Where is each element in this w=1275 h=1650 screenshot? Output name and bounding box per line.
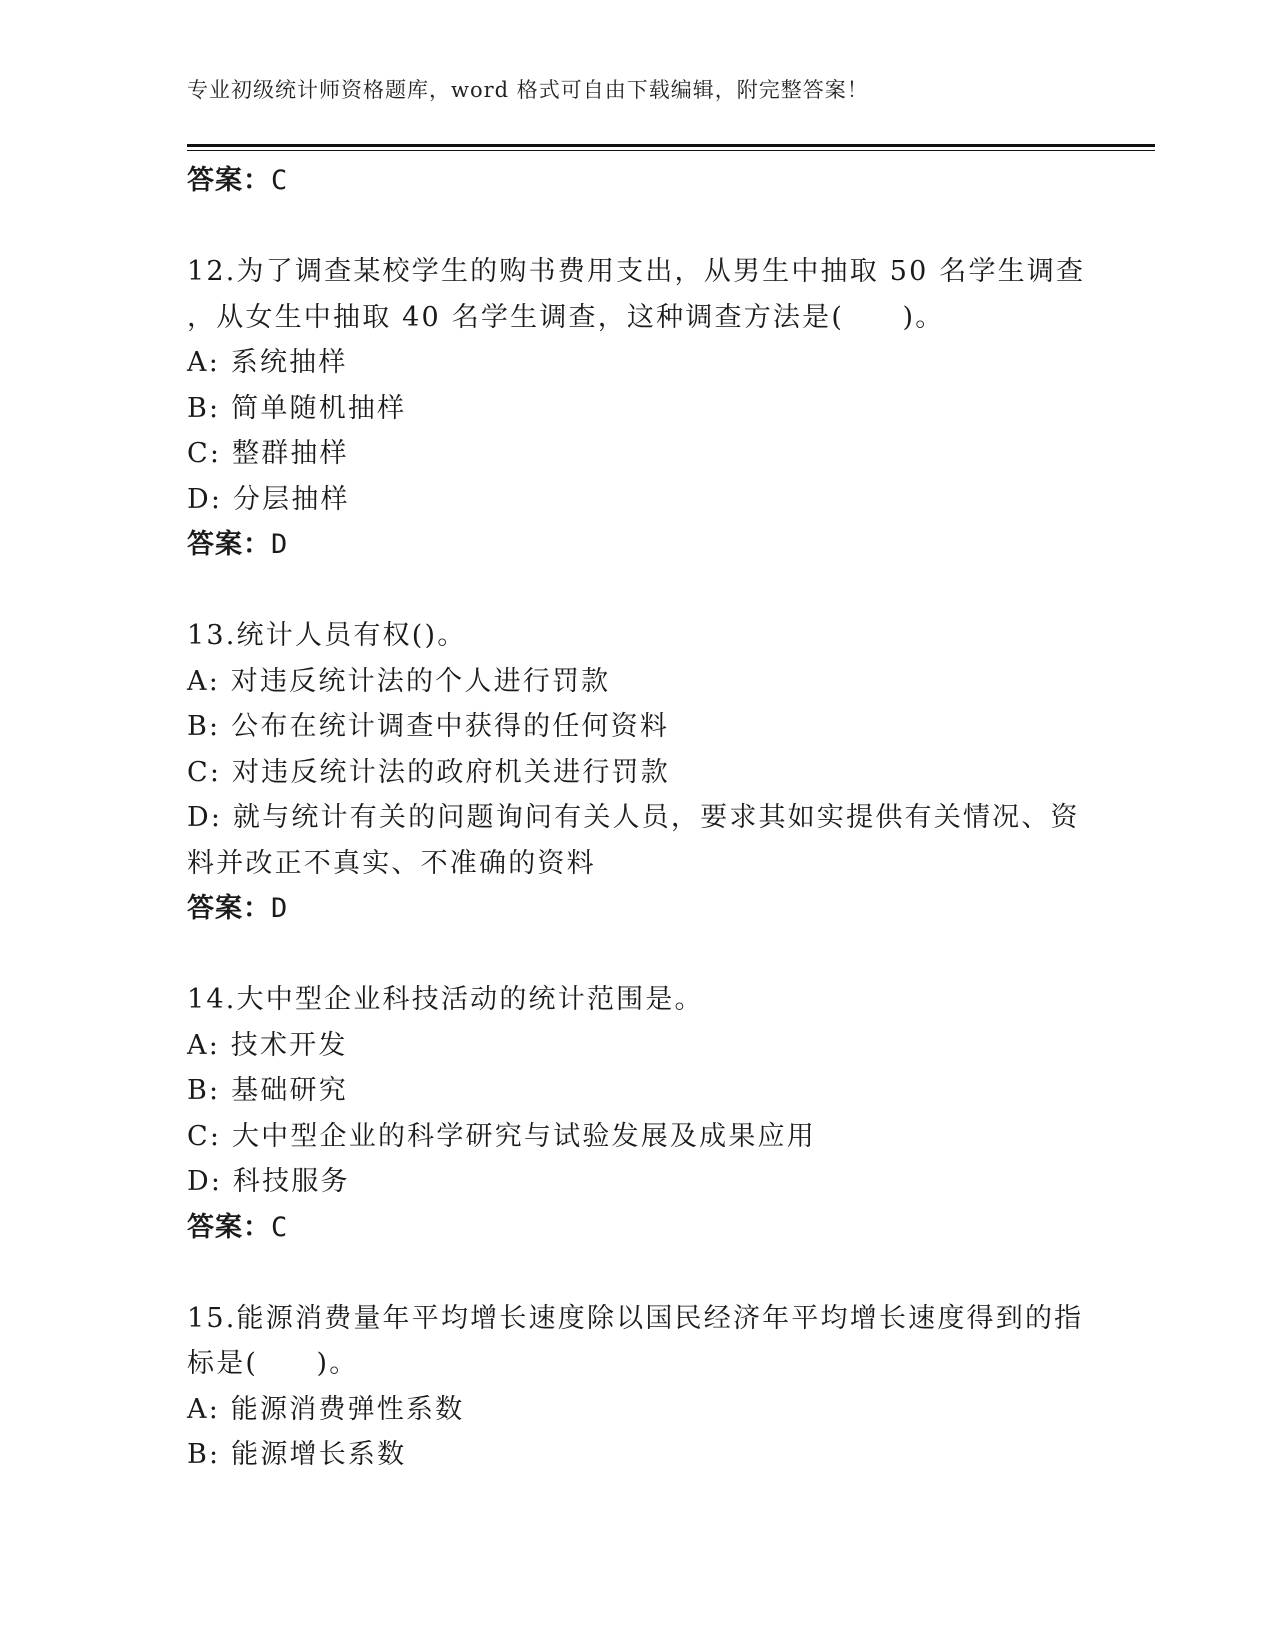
question-stem: ，从女生中抽取 40 名学生调查，这种调查方法是( )。 bbox=[187, 301, 945, 333]
question-list bbox=[187, 158, 1087, 1478]
question-14 bbox=[187, 977, 1087, 1250]
option-d: D: 分层抽样 bbox=[187, 483, 350, 515]
answer-label: 答案： bbox=[187, 893, 271, 924]
answer-line bbox=[187, 522, 1087, 568]
option-a: A: 能源消费弹性系数 bbox=[187, 1393, 465, 1425]
question-15 bbox=[187, 1296, 1087, 1478]
answer-line bbox=[187, 1205, 1087, 1251]
option-d-continued: 料并改正不真实、不准确的资料 bbox=[187, 847, 596, 879]
answer-value: D bbox=[271, 893, 289, 924]
option-b: B: 基础研究 bbox=[187, 1075, 348, 1106]
header-rule-thin bbox=[187, 150, 1155, 151]
question-stem: 12.为了调查某校学生的购书费用支出，从男生中抽取 50 名学生调查 bbox=[187, 256, 1086, 287]
page-header: 专业初级统计师资格题库，word 格式可自由下载编辑，附完整答案！ bbox=[187, 78, 869, 102]
option-c: C: 大中型企业的科学研究与试验发展及成果应用 bbox=[187, 1120, 816, 1152]
option-b: B: 简单随机抽样 bbox=[187, 392, 407, 424]
option-a: A: 技术开发 bbox=[187, 1029, 348, 1061]
answer-label: 答案： bbox=[187, 1211, 271, 1243]
question-stem: 标是( )。 bbox=[187, 1348, 359, 1379]
question-stem: 15.能源消费量年平均增长速度除以国民经济年平均增长速度得到的指 bbox=[187, 1302, 1084, 1334]
option-b: B: 能源增长系数 bbox=[187, 1439, 407, 1470]
question-12 bbox=[187, 249, 1087, 568]
option-d: D: 科技服务 bbox=[187, 1166, 350, 1197]
answer-line bbox=[187, 158, 1087, 204]
answer-line bbox=[187, 886, 1087, 932]
option-c: C: 整群抽样 bbox=[187, 438, 349, 469]
header-rule-thick bbox=[187, 144, 1155, 147]
option-c: C: 对违反统计法的政府机关进行罚款 bbox=[187, 756, 670, 788]
question-stem: 13.统计人员有权()。 bbox=[187, 620, 467, 651]
option-b: B: 公布在统计调查中获得的任何资料 bbox=[187, 711, 670, 742]
option-d: D: 就与统计有关的问题询问有关人员，要求其如实提供有关情况、资 bbox=[187, 802, 1080, 833]
answer-value: D bbox=[271, 529, 289, 560]
answer-value: C bbox=[271, 165, 289, 196]
option-a: A: 对违反统计法的个人进行罚款 bbox=[187, 665, 611, 697]
question-stem: 14.大中型企业科技活动的统计范围是。 bbox=[187, 984, 704, 1015]
answer-label: 答案： bbox=[187, 529, 271, 560]
answer-label: 答案： bbox=[187, 165, 271, 196]
answer-value: C bbox=[271, 1211, 289, 1243]
question-13 bbox=[187, 613, 1087, 932]
option-a: A: 系统抽样 bbox=[187, 347, 348, 378]
